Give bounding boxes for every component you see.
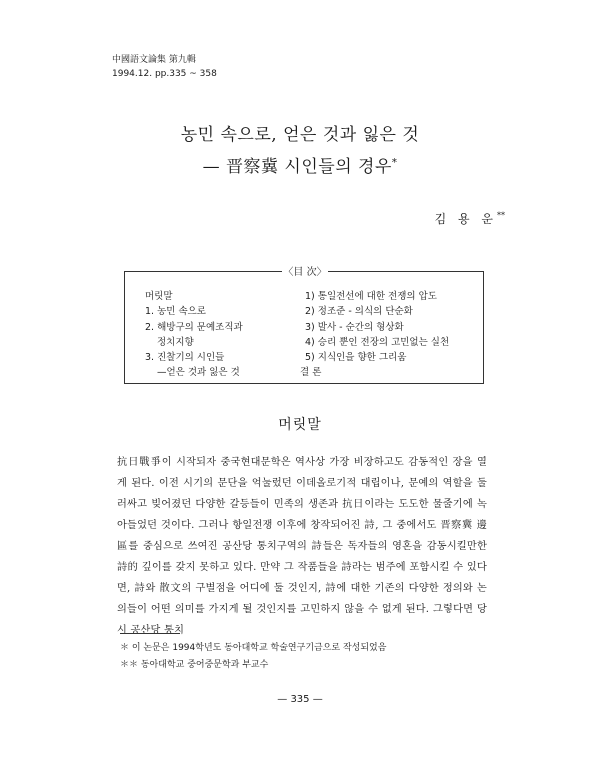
paper-subtitle (0, 152, 600, 177)
footnote-1: ＊ 이 논문은 1994학년도 동아대학교 학술연구기금으로 작성되었음 (120, 643, 387, 653)
toc-item: 5) 지식인을 향한 그리움 (305, 352, 407, 364)
author-name: 김 용 운 (434, 212, 497, 226)
journal-info (112, 53, 217, 81)
toc-top-rule-right (328, 271, 484, 272)
toc-item: 결 론 (300, 367, 322, 379)
toc-item: 1) 통일전선에 대한 전쟁의 압도 (305, 291, 437, 302)
toc-item: 1. 농민 속으로 (145, 306, 206, 318)
journal-pages: 1994.12. pp.335 ~ 358 (112, 69, 217, 79)
body-paragraph: 抗日戰爭이 시작되자 중국현대문학은 역사상 가장 비장하고도 감동적인 장을 열게 된다. 이전 시기의 문단을 억눌렀던 이데올로기적 대립이나, 문예의 역할을 둘러싸고 빚어졌던 다양한 갈등들이 민족의 생존과 抗日이라는 도도한 물줄기에 녹아들었던 것이다. 그러나 항일전쟁 이후에 창작되어진 詩, 그 중에서도 晋察冀 邊區를 중심으로 쓰여진 공산당 통치구역의 詩들은 독자들의 영혼을 감동시킬만한 詩的 깊이를 갖지 못하고 있다. 만약 그 작품들을 詩라는 범주에 포함시킬 수 있다면, 詩와 散文의 구별점을 어디에 둘 것인지, 詩에 대한 기존의 다양한 정의와 논의들이 어떤 의미를 가지게 될 것인지를 고민하지 않을 수 없게 된다. 그렇다면 당시 공산당 통치 (117, 457, 487, 636)
author (435, 210, 505, 227)
subtitle-footnote-mark: * (391, 157, 398, 169)
body-text (117, 452, 487, 641)
toc-item: 2. 해방구의 문예조직과 (145, 321, 243, 333)
toc-title: 〈目 次〉 (283, 267, 327, 278)
toc-item: —얻은 것과 잃은 것 (157, 367, 240, 379)
section-heading: 머릿말 (278, 417, 322, 433)
toc-item: 정치지향 (157, 336, 194, 348)
subtitle-text: — 晋察冀 시인들의 경우 (202, 157, 392, 177)
toc-item: 3) 발사 - 순간의 형상화 (305, 321, 404, 333)
footnote-rule (120, 633, 180, 634)
toc-item: 3. 진찰기의 시인들 (145, 352, 225, 364)
journal-name: 中國語文論集 第九輯 (112, 55, 196, 65)
toc-item: 2) 정조준 - 의식의 단순화 (305, 306, 413, 318)
author-footnote-mark: ** (497, 211, 505, 220)
footnote-2: ＊＊ 동아대학교 중어중문학과 부교수 (120, 660, 269, 670)
toc-left-column (145, 289, 243, 381)
toc-item: 4) 승리 뿐인 전장의 고민없는 실천 (305, 336, 450, 348)
page-number: — 335 — (277, 694, 323, 705)
toc-item: 머릿말 (145, 291, 173, 302)
toc-right-column (300, 289, 450, 381)
toc-top-rule-left (124, 271, 282, 272)
paper-title: 농민 속으로, 얻은 것과 잃은 것 (180, 125, 420, 145)
